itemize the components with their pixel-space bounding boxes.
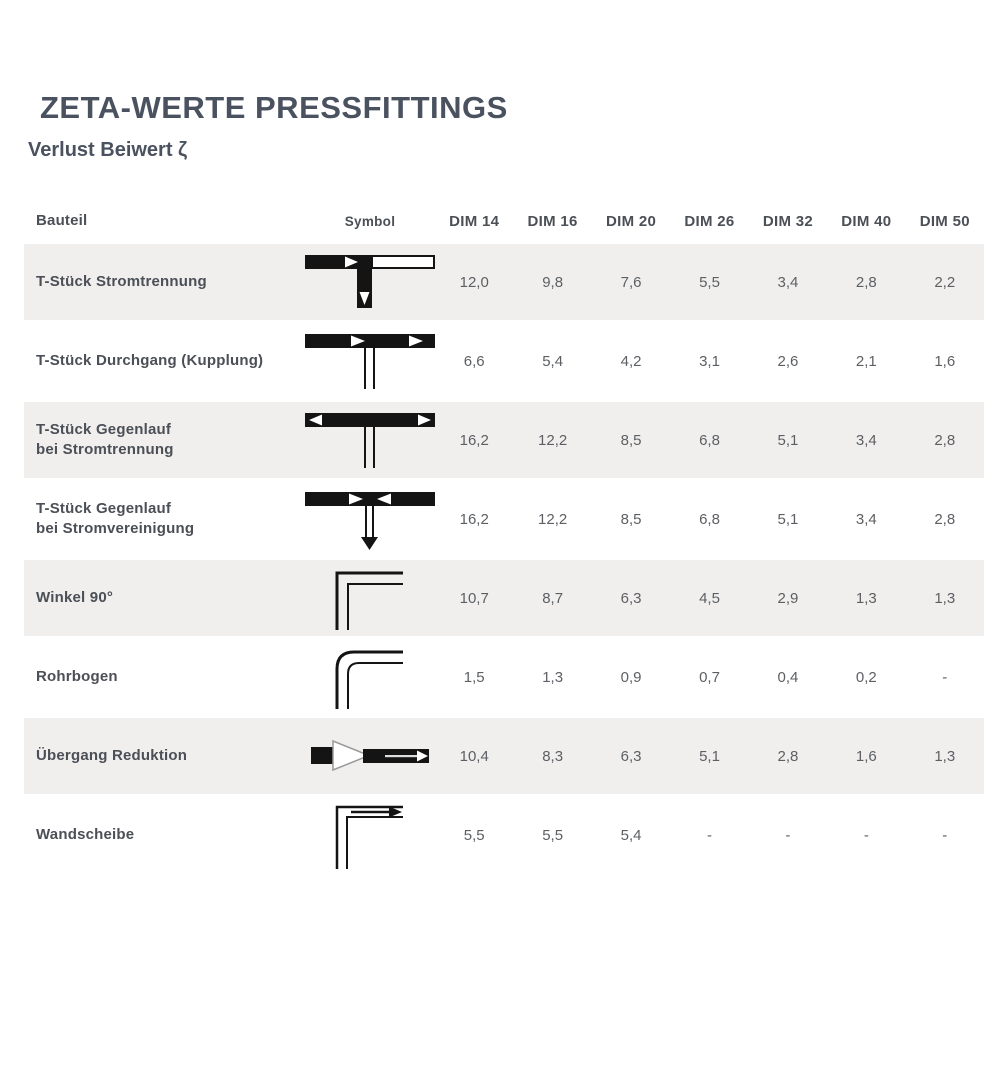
zeta-value: 1,3 [542, 668, 564, 686]
row-label [24, 499, 305, 540]
elbow-90-icon [305, 562, 435, 634]
row-label-line2: bei Stromtrennung [36, 441, 174, 458]
zeta-values-table [24, 198, 984, 876]
row-symbol [305, 562, 435, 634]
row-label-line1: Übergang Reduktion [36, 746, 188, 764]
table-row [24, 402, 984, 481]
zeta-value: 0,4 [777, 668, 799, 686]
zeta-value: 3,4 [855, 510, 877, 528]
tee-straight-through-icon [305, 325, 435, 397]
row-label-line2: bei Stromvereinigung [36, 520, 195, 537]
wall-plate-elbow-icon [305, 799, 435, 871]
tee-counterflow-separation-icon [305, 404, 435, 476]
row-label-line1: T-Stück Gegenlauf [36, 420, 172, 438]
table-row [24, 323, 984, 402]
table-row [24, 481, 984, 560]
zeta-value: 10,7 [459, 589, 489, 607]
zeta-value: - [942, 826, 948, 844]
zeta-value: 12,2 [538, 510, 568, 528]
table-row [24, 718, 984, 797]
row-symbol [305, 404, 435, 476]
zeta-value: 3,4 [855, 431, 877, 449]
row-label [24, 272, 305, 292]
zeta-value: - [785, 826, 791, 844]
zeta-value: 1,3 [934, 747, 956, 765]
zeta-value: 9,8 [542, 273, 564, 291]
zeta-value: 6,3 [620, 747, 642, 765]
zeta-value: 12,2 [538, 431, 568, 449]
zeta-value: 5,4 [542, 352, 564, 370]
zeta-value: 16,2 [459, 510, 489, 528]
column-header-symbol: Symbol [344, 213, 396, 229]
reducer-transition-icon [305, 734, 435, 778]
zeta-value: 4,2 [620, 352, 642, 370]
zeta-value: - [863, 826, 869, 844]
zeta-value: 1,5 [463, 668, 485, 686]
zeta-value: 6,8 [699, 431, 720, 449]
row-symbol [305, 483, 435, 555]
zeta-value: 1,3 [855, 589, 877, 607]
row-symbol [305, 799, 435, 871]
column-header-dim50: DIM 50 [919, 212, 970, 230]
column-header-bauteil: Bauteil [36, 211, 88, 229]
page-subtitle: Verlust Beiwert ζ [28, 139, 188, 161]
column-header-dim32: DIM 32 [762, 212, 813, 230]
row-label-line1: Wandscheibe [36, 825, 135, 843]
row-label-line1: T-Stück Durchgang (Kupplung) [36, 351, 264, 369]
zeta-value: 2,8 [934, 510, 956, 528]
row-label [24, 588, 305, 608]
row-symbol [305, 325, 435, 397]
zeta-value: 4,5 [699, 589, 720, 607]
zeta-value: 1,6 [934, 352, 956, 370]
zeta-value: 2,2 [934, 273, 956, 291]
zeta-value: 1,3 [934, 589, 956, 607]
zeta-value: 10,4 [459, 747, 489, 765]
zeta-value: 2,6 [777, 352, 799, 370]
zeta-value: - [706, 826, 712, 844]
row-symbol [305, 246, 435, 318]
zeta-value: 6,6 [463, 352, 485, 370]
row-label-line1: Winkel 90° [36, 588, 114, 606]
zeta-value: 5,1 [777, 431, 799, 449]
zeta-value: 5,1 [699, 747, 720, 765]
zeta-value: 8,7 [542, 589, 564, 607]
zeta-value: 3,4 [777, 273, 799, 291]
table-header-row [24, 198, 984, 244]
row-symbol [305, 734, 435, 778]
zeta-value: 1,6 [855, 747, 877, 765]
row-label-line1: T-Stück Stromtrennung [36, 272, 207, 290]
zeta-value: 0,9 [620, 668, 642, 686]
pipe-bend-icon [305, 641, 435, 713]
zeta-value: 3,1 [699, 352, 720, 370]
row-label [24, 667, 305, 687]
zeta-value: 2,1 [855, 352, 877, 370]
zeta-value: 2,9 [777, 589, 799, 607]
table-row [24, 560, 984, 639]
row-label-line1: T-Stück Gegenlauf [36, 499, 172, 517]
zeta-value: 2,8 [855, 273, 877, 291]
row-symbol [305, 641, 435, 713]
zeta-value: 0,2 [855, 668, 877, 686]
zeta-value: 8,5 [620, 510, 642, 528]
column-header-dim14: DIM 14 [449, 212, 500, 230]
zeta-value: 8,3 [542, 747, 564, 765]
zeta-value: 5,5 [542, 826, 564, 844]
zeta-value: 6,8 [699, 510, 720, 528]
column-header-dim16: DIM 16 [527, 212, 578, 230]
zeta-value: 0,7 [699, 668, 720, 686]
table-row [24, 639, 984, 718]
tee-counterflow-merging-icon [305, 483, 435, 555]
zeta-value: 2,8 [934, 431, 956, 449]
zeta-value: 8,5 [620, 431, 642, 449]
zeta-value: - [942, 668, 948, 686]
zeta-value: 5,5 [463, 826, 485, 844]
row-label [24, 351, 305, 371]
zeta-value: 16,2 [459, 431, 489, 449]
zeta-value: 5,5 [699, 273, 720, 291]
column-header-dim26: DIM 26 [684, 212, 735, 230]
column-header-dim40: DIM 40 [841, 212, 892, 230]
zeta-value: 7,6 [620, 273, 642, 291]
zeta-value: 2,8 [777, 747, 799, 765]
tee-flow-separation-icon [305, 246, 435, 318]
table-row [24, 244, 984, 323]
row-label [24, 420, 305, 461]
zeta-value: 6,3 [620, 589, 642, 607]
zeta-value: 12,0 [459, 273, 489, 291]
row-label-line1: Rohrbogen [36, 667, 118, 685]
column-header-dim20: DIM 20 [605, 212, 657, 230]
row-label [24, 825, 305, 845]
zeta-value: 5,1 [777, 510, 799, 528]
row-label [24, 746, 305, 766]
page-title: ZETA-WERTE PRESSFITTINGS [40, 90, 508, 125]
table-row [24, 797, 984, 876]
zeta-value: 5,4 [620, 826, 642, 844]
